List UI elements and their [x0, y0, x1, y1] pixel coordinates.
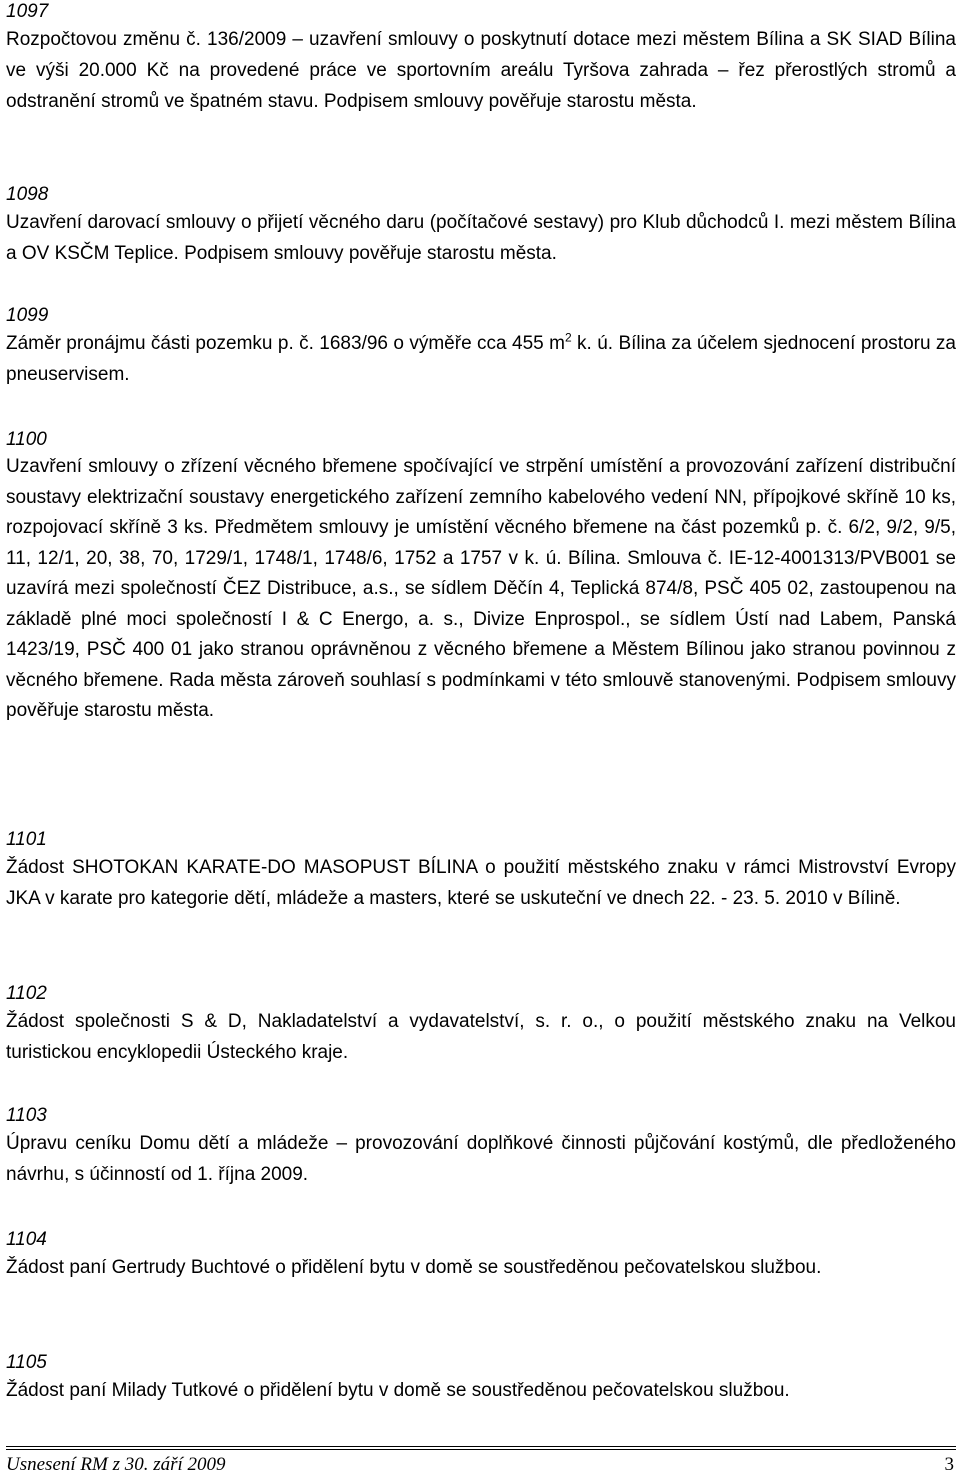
resolution-1105: [6, 1351, 790, 1406]
resolution-number: 1104: [6, 1229, 47, 1250]
resolution-1097: [6, 0, 956, 117]
resolution-text: Uzavření smlouvy o zřízení věcného břemene spočívající ve strpění umístění a provozování zařízení distribuční soustavy elektrizační soustavy energetického zařízení zemního kabelového vedení NN, přípojkové skříně 10 ks, rozpojovací skříně 3 ks. Předmětem smlouvy je umístění věcného břemene na část pozemků p. č. 6/2, 9/2, 9/5, 11, 12/1, 20, 38, 70, 1729/1, 1748/1, 1748/6, 1752 a 1757 v k. ú. Bílina. Smlouva č. IE-12-4001313/PVB001 se uzavírá mezi společností ČEZ Distribuce, a.s., se sídlem Děčín 4, Teplická 874/8, PSČ 405 02, zastoupenou na základě plné moci společností I & C Energo, a. s., Divize Enprospol., se sídlem Ústí nad Labem, Panská 1423/19, PSČ 400 01 jako stranou oprávněnou z věcného břemene a Městem Bílinou jako stranou povinnou z věcného břemene. Rada města zároveň souhlasí s podmínkami v této smlouvě stanovenými. Podpisem smlouvy pověřuje starostu města.: [6, 456, 956, 721]
resolution-number: 1099: [6, 305, 49, 326]
resolution-number: 1100: [6, 429, 47, 450]
resolution-1102: [6, 982, 956, 1068]
resolution-1098: [6, 183, 956, 269]
resolution-text: [6, 328, 956, 390]
resolution-text: Žádost společnosti S & D, Nakladatelství a vydavatelství, s. r. o., o použití městského znaku na Velkou turistickou encyklopedii Ústeckého kraje.: [6, 1011, 956, 1063]
footer-page-number: 3: [944, 1454, 954, 1475]
footer-rule: [6, 1449, 956, 1476]
resolution-1104: [6, 1228, 821, 1283]
resolution-text-part: k. ú. Bílina za účelem sjednocení prostoru za pneuservisem.: [6, 333, 956, 385]
resolution-text: Uzavření darovací smlouvy o přijetí věcného daru (počítačové sestavy) pro Klub důchodců I. mezi městem Bílina a OV KSČM Teplice. Podpisem smlouvy pověřuje starostu města.: [6, 212, 956, 264]
resolution-number: 1101: [6, 829, 47, 850]
resolution-number: 1103: [6, 1105, 47, 1126]
resolution-text: Žádost paní Gertrudy Buchtové o přidělení bytu v domě se soustředěnou pečovatelskou službou.: [6, 1257, 822, 1278]
resolution-number: 1105: [6, 1352, 47, 1373]
resolution-1103: [6, 1104, 956, 1190]
resolution-text: Úpravu ceníku Domu dětí a mládeže – provozování doplňkové činnosti půjčování kostýmů, dle předloženého návrhu, s účinností od 1. října 2009.: [6, 1133, 956, 1185]
resolution-1101: [6, 828, 956, 914]
page-footer: [6, 1446, 956, 1476]
resolution-1100: [6, 428, 956, 727]
footer-document-title: Usnesení RM z 30. září 2009: [6, 1454, 226, 1475]
resolution-text: Rozpočtovou změnu č. 136/2009 – uzavření smlouvy o poskytnutí dotace mezi městem Bílina a SK SIAD Bílina ve výši 20.000 Kč na provedené práce ve sportovním areálu Tyršova zahrada – řez přerostlých stromů a odstranění stromů ve špatném stavu. Podpisem smlouvy pověřuje starostu města.: [6, 29, 956, 112]
resolution-number: 1097: [6, 1, 49, 22]
resolution-number: 1098: [6, 184, 49, 205]
resolution-1099: [6, 304, 956, 390]
resolution-number: 1102: [6, 983, 47, 1004]
resolution-text: Žádost SHOTOKAN KARATE-DO MASOPUST BÍLINA o použití městského znaku v rámci Mistrovství Evropy JKA v karate pro kategorie dětí, mládeže a masters, které se uskuteční ve dnech 22. - 23. 5. 2010 v Bílině.: [6, 857, 956, 909]
resolution-text-part: Záměr pronájmu části pozemku p. č. 1683/96 o výměře cca 455 m: [6, 333, 565, 354]
resolution-text: Žádost paní Milady Tutkové o přidělení bytu v domě se soustředěnou pečovatelskou službou.: [6, 1380, 790, 1401]
superscript: 2: [564, 330, 572, 345]
